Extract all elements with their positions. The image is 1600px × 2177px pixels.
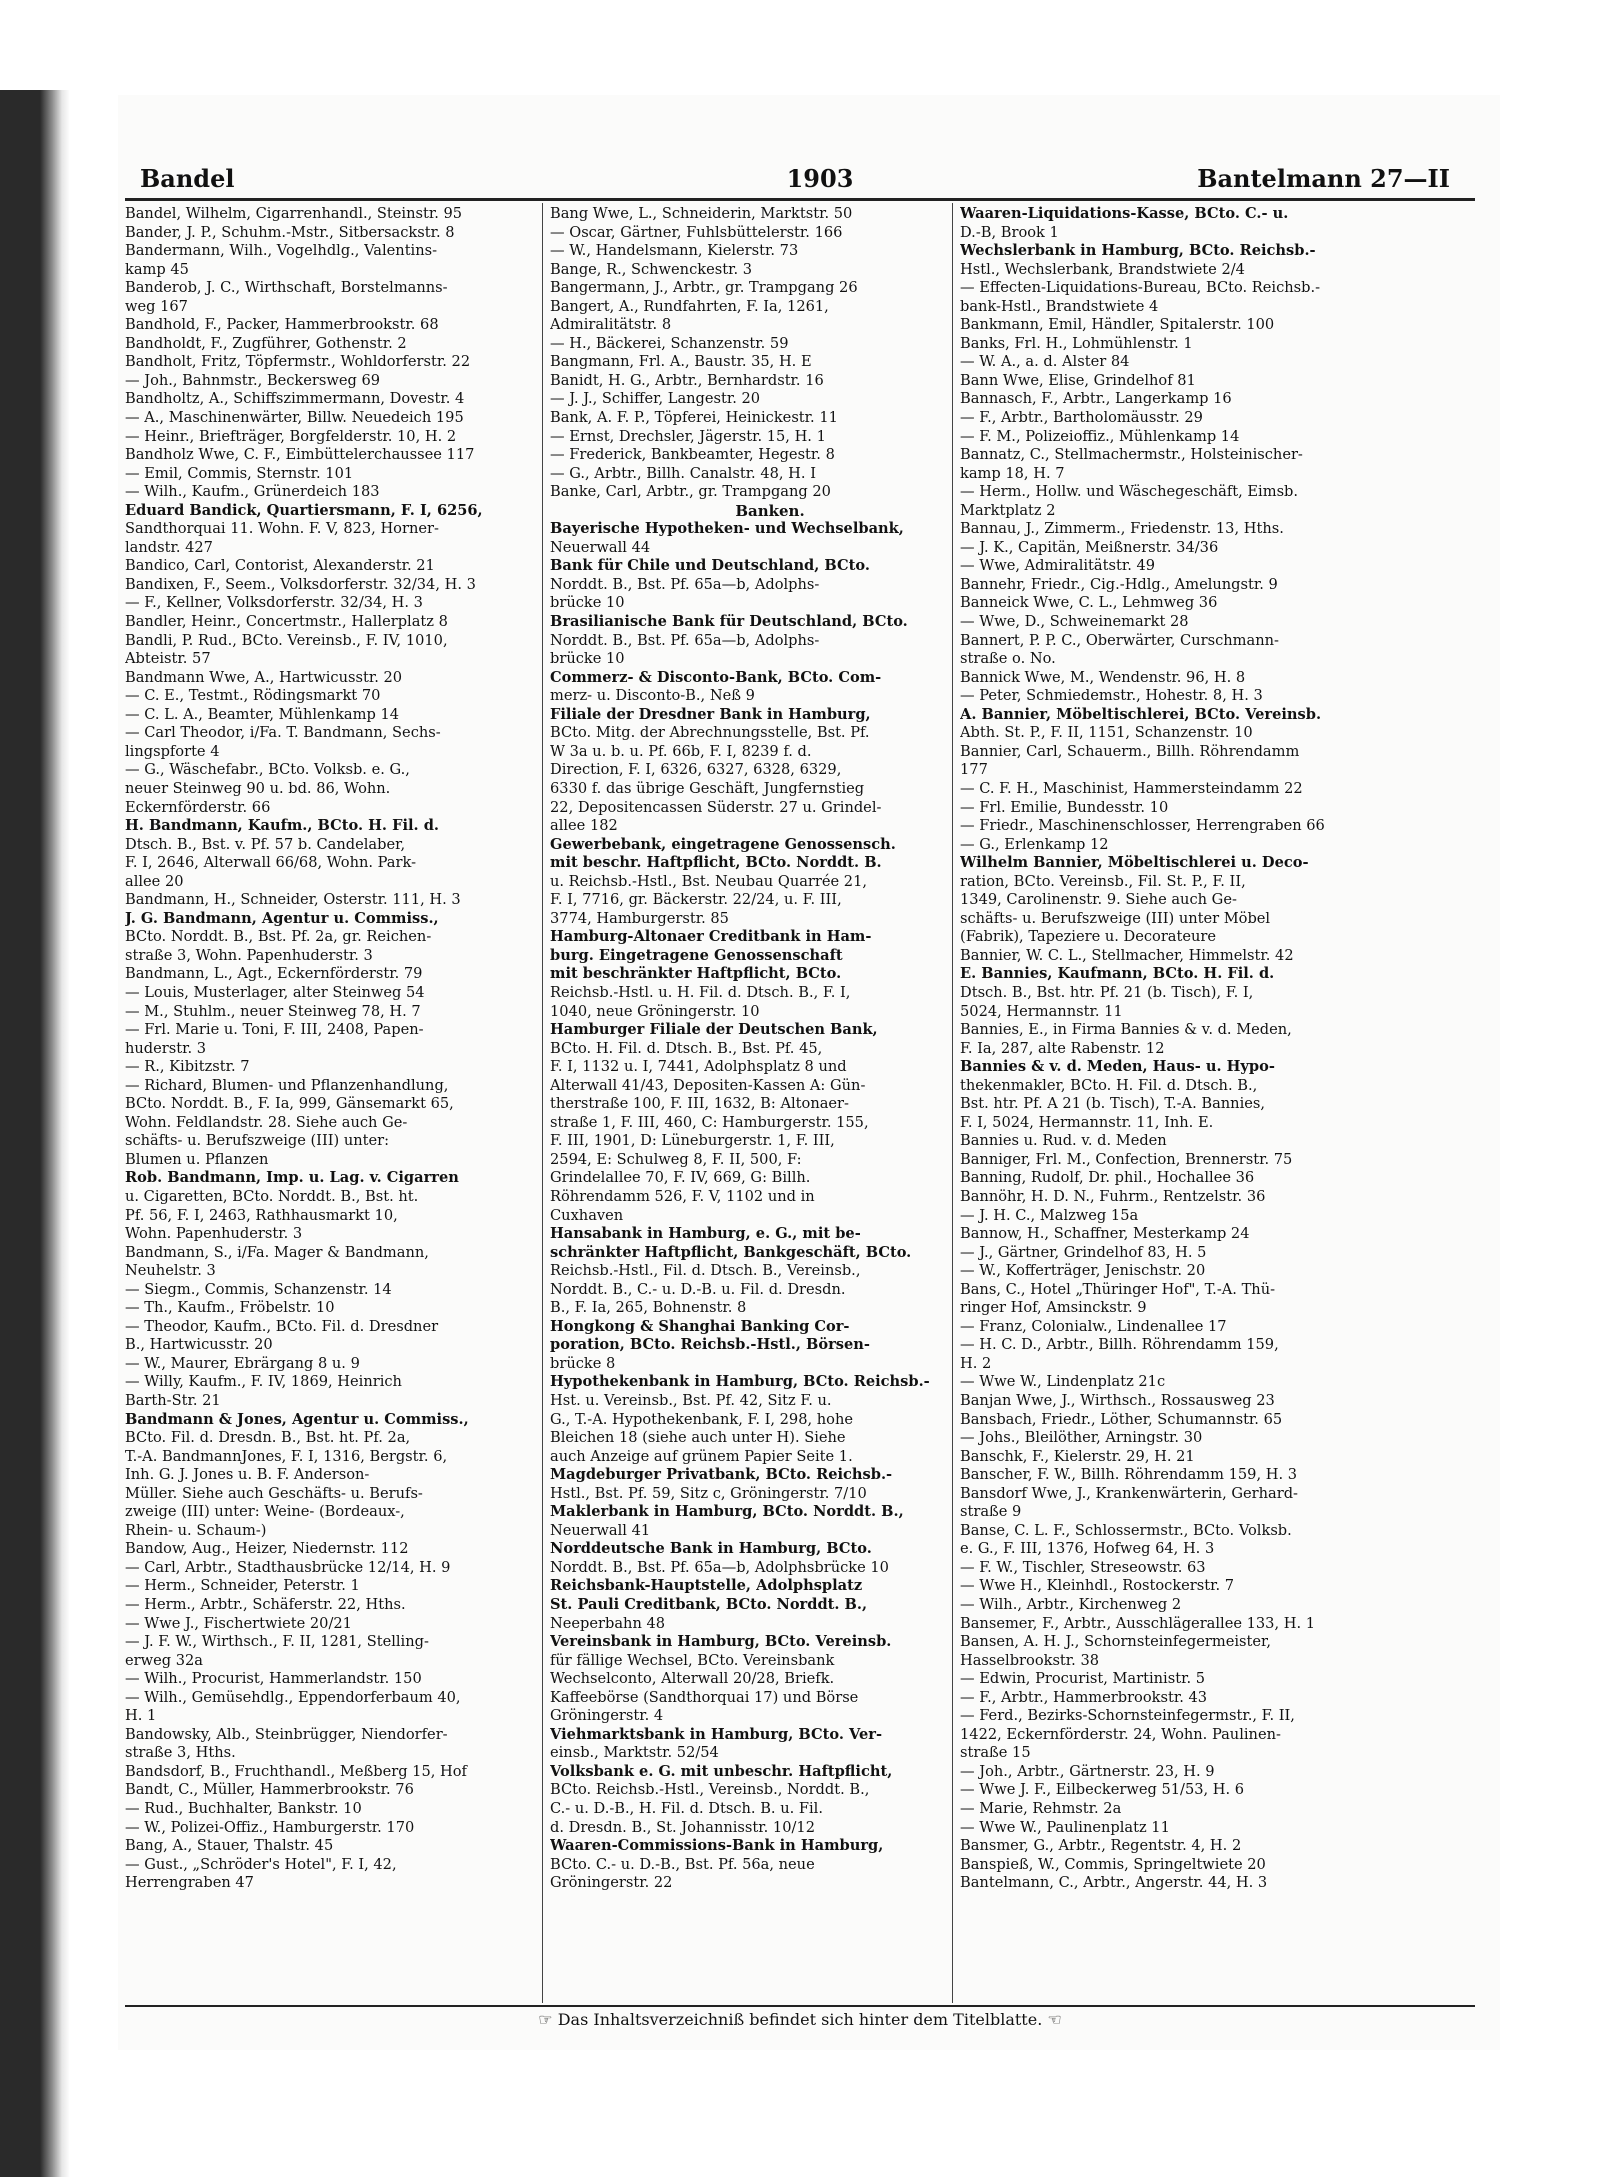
directory-entry: Bandowsky, Alb., Steinbrügger, Niendorfer- bbox=[125, 1725, 448, 1743]
directory-entry: F. III, 1901, D: Lüneburgerstr. 1, F. III, bbox=[550, 1132, 835, 1150]
directory-entry: d. Dresdn. B., St. Johannisstr. 10/12 bbox=[550, 1818, 815, 1836]
directory-entry: E. Bannies, Kaufmann, BCto. H. Fil. d. bbox=[960, 965, 1275, 983]
directory-entry: — Wwe J. F., Eilbeckerweg 51/53, H. 6 bbox=[960, 1781, 1245, 1799]
directory-entry: — Frl. Emilie, Bundesstr. 10 bbox=[960, 798, 1169, 816]
directory-entry: Bangmann, Frl. A., Baustr. 35, H. E bbox=[550, 353, 812, 371]
directory-column-2 bbox=[550, 205, 990, 1893]
directory-entry: Bans, C., Hotel „Thüringer Hof", T.-A. Thü- bbox=[960, 1280, 1276, 1298]
directory-entry: straße 9 bbox=[960, 1503, 1022, 1521]
directory-entry: — Frederick, Bankbeamter, Hegestr. 8 bbox=[550, 446, 835, 464]
directory-entry: Hypothekenbank in Hamburg, BCto. Reichsb.- bbox=[550, 1373, 930, 1391]
directory-entry: Banderob, J. C., Wirthschaft, Borstelmanns- bbox=[125, 279, 448, 297]
header-rule bbox=[125, 198, 1475, 201]
directory-entry: — Wilh., Procurist, Hammerlandstr. 150 bbox=[125, 1670, 422, 1688]
directory-entry: Bank für Chile und Deutschland, BCto. bbox=[550, 557, 870, 575]
directory-entry: Bandmann & Jones, Agentur u. Commiss., bbox=[125, 1410, 469, 1428]
directory-entry: 1422, Eckernförderstr. 24, Wohn. Paulinen- bbox=[960, 1725, 1281, 1743]
directory-entry: 3774, Hamburgerstr. 85 bbox=[550, 909, 729, 927]
directory-entry: Bannert, P. P. C., Oberwärter, Curschmann- bbox=[960, 631, 1279, 649]
directory-entry: kamp 45 bbox=[125, 260, 189, 278]
directory-entry: — J. H. C., Malzweg 15a bbox=[960, 1206, 1139, 1224]
directory-entry: ration, BCto. Vereinsb., Fil. St. P., F. II, bbox=[960, 872, 1246, 890]
header-right-keyword: Bantelmann 27—II bbox=[1197, 164, 1450, 193]
directory-entry: Bannöhr, H. D. N., Fuhrm., Rentzelstr. 36 bbox=[960, 1187, 1266, 1205]
directory-entry: Banneick Wwe, C. L., Lehmweg 36 bbox=[960, 594, 1218, 612]
directory-entry: Vereinsbank in Hamburg, BCto. Vereinsb. bbox=[550, 1633, 892, 1651]
directory-entry: huderstr. 3 bbox=[125, 1039, 207, 1057]
directory-entry: — Friedr., Maschinenschlosser, Herrengraben 66 bbox=[960, 817, 1325, 835]
directory-entry: Herrengraben 47 bbox=[125, 1874, 254, 1892]
directory-entry: St. Pauli Creditbank, BCto. Norddt. B., bbox=[550, 1596, 868, 1614]
directory-entry: — J. J., Schiffer, Langestr. 20 bbox=[550, 390, 761, 408]
directory-entry: Bandholdt, F., Zugführer, Gothenstr. 2 bbox=[125, 334, 407, 352]
directory-entry: Hamburger Filiale der Deutschen Bank, bbox=[550, 1021, 878, 1039]
directory-entry: Norddt. B., Bst. Pf. 65a—b, Adolphs- bbox=[550, 631, 820, 649]
directory-entry: — Carl Theodor, i/Fa. T. Bandmann, Sechs- bbox=[125, 724, 441, 742]
directory-entry: Wilhelm Bannier, Möbeltischlerei u. Deco- bbox=[960, 854, 1309, 872]
directory-entry: Bansbach, Friedr., Löther, Schumannstr. 65 bbox=[960, 1410, 1283, 1428]
footer-rule bbox=[125, 2005, 1475, 2007]
directory-entry: Bange, R., Schwenckestr. 3 bbox=[550, 260, 753, 278]
directory-entry: 6330 f. das übrige Geschäft, Jungfernstieg bbox=[550, 779, 865, 797]
directory-entry: Volksbank e. G. mit unbeschr. Haftpflicht, bbox=[550, 1762, 893, 1780]
directory-entry: F. I, 7716, gr. Bäckerstr. 22/24, u. F. III, bbox=[550, 891, 842, 909]
directory-entry: — Johs., Bleilöther, Arningstr. 30 bbox=[960, 1429, 1203, 1447]
directory-entry: Bandow, Aug., Heizer, Niedernstr. 112 bbox=[125, 1540, 409, 1558]
directory-entry: Eckernförderstr. 66 bbox=[125, 798, 271, 816]
directory-entry: Bandermann, Wilh., Vogelhdlg., Valentins- bbox=[125, 242, 438, 260]
directory-entry: — W., Handelsmann, Kielerstr. 73 bbox=[550, 242, 799, 260]
directory-entry: u. Cigaretten, BCto. Norddt. B., Bst. ht. bbox=[125, 1187, 419, 1205]
directory-entry: landstr. 427 bbox=[125, 538, 213, 556]
directory-entry: Bannies & v. d. Meden, Haus- u. Hypo- bbox=[960, 1058, 1275, 1076]
directory-entry: — Effecten-Liquidations-Bureau, BCto. Reichsb.- bbox=[960, 279, 1321, 297]
directory-entry: Röhrendamm 526, F. V, 1102 und in bbox=[550, 1187, 815, 1205]
directory-entry: Hstl., Bst. Pf. 59, Sitz c, Gröningerstr. 7/10 bbox=[550, 1484, 867, 1502]
directory-entry: Bandli, P. Rud., BCto. Vereinsb., F. IV, 1010, bbox=[125, 631, 448, 649]
directory-entry: — M., Stuhlm., neuer Steinweg 78, H. 7 bbox=[125, 1002, 421, 1020]
directory-entry: Bannier, Carl, Schauerm., Billh. Röhrendamm bbox=[960, 742, 1300, 760]
directory-entry: — Edwin, Procurist, Martinistr. 5 bbox=[960, 1670, 1206, 1688]
directory-entry: G., T.-A. Hypothekenbank, F. I, 298, hohe bbox=[550, 1410, 853, 1428]
directory-entry: Viehmarktsbank in Hamburg, BCto. Ver- bbox=[550, 1725, 883, 1743]
directory-entry: — Gust., „Schröder's Hotel", F. I, 42, bbox=[125, 1855, 397, 1873]
directory-entry: Neuhelstr. 3 bbox=[125, 1262, 216, 1280]
directory-entry: 22, Depositencassen Süderstr. 27 u. Grindel- bbox=[550, 798, 882, 816]
directory-entry: mit beschränkter Haftpflicht, BCto. bbox=[550, 965, 842, 983]
directory-entry: Bankmann, Emil, Händler, Spitalerstr. 100 bbox=[960, 316, 1275, 334]
directory-entry: Bandel, Wilhelm, Cigarrenhandl., Steinstr. 95 bbox=[125, 205, 463, 222]
directory-entry: — W., Maurer, Ebrärgang 8 u. 9 bbox=[125, 1354, 360, 1372]
directory-entry: Commerz- & Disconto-Bank, BCto. Com- bbox=[550, 668, 882, 686]
directory-column-3 bbox=[960, 205, 1400, 1893]
directory-entry: BCto. Fil. d. Dresdn. B., Bst. ht. Pf. 2a, bbox=[125, 1429, 411, 1447]
directory-entry: Rob. Bandmann, Imp. u. Lag. v. Cigarren bbox=[125, 1169, 459, 1187]
directory-entry: für fällige Wechsel, BCto. Vereinsbank bbox=[550, 1651, 835, 1669]
directory-entry: — C. E., Testmt., Rödingsmarkt 70 bbox=[125, 687, 381, 705]
directory-entry: Wechslerbank in Hamburg, BCto. Reichsb.- bbox=[960, 242, 1316, 260]
directory-entry: — Ernst, Drechsler, Jägerstr. 15, H. 1 bbox=[550, 427, 826, 445]
directory-entry: — Carl, Arbtr., Stadthausbrücke 12/14, H. 9 bbox=[125, 1558, 451, 1576]
scan-margin-top bbox=[70, 0, 1600, 100]
directory-entry: neuer Steinweg 90 u. bd. 86, Wohn. bbox=[125, 779, 391, 797]
directory-entry: straße 3, Wohn. Papenhuderstr. 3 bbox=[125, 946, 373, 964]
directory-entry: — Wwe J., Fischertwiete 20/21 bbox=[125, 1614, 352, 1632]
directory-entry: — Peter, Schmiedemstr., Hohestr. 8, H. 3 bbox=[960, 687, 1263, 705]
directory-entry: therstraße 100, F. III, 1632, B: Altonaer- bbox=[550, 1095, 849, 1113]
directory-entry: Norddt. B., Bst. Pf. 65a—b, Adolphs- bbox=[550, 575, 820, 593]
directory-entry: — F., Arbtr., Bartholomäusstr. 29 bbox=[960, 409, 1203, 427]
directory-entry: Bang, A., Stauer, Thalstr. 45 bbox=[125, 1837, 334, 1855]
directory-entry: C.- u. D.-B., H. Fil. d. Dtsch. B. u. Fil. bbox=[550, 1800, 823, 1818]
directory-entry: Bander, J. P., Schuhm.-Mstr., Sitbersackstr. 8 bbox=[125, 223, 455, 241]
directory-entry: schränkter Haftpflicht, Bankgeschäft, BCto. bbox=[550, 1243, 912, 1261]
directory-entry: Magdeburger Privatbank, BCto. Reichsb.- bbox=[550, 1466, 893, 1484]
directory-entry: ringer Hof, Amsinckstr. 9 bbox=[960, 1299, 1147, 1317]
directory-entry: F. Ia, 287, alte Rabenstr. 12 bbox=[960, 1039, 1165, 1057]
directory-entry: Neuerwall 44 bbox=[550, 538, 651, 556]
directory-entry: — Louis, Musterlager, alter Steinweg 54 bbox=[125, 983, 425, 1001]
directory-entry: Hst. u. Vereinsb., Bst. Pf. 42, Sitz F. u. bbox=[550, 1392, 832, 1409]
directory-entry: Banke, Carl, Arbtr., gr. Trampgang 20 bbox=[550, 483, 831, 501]
directory-entry: — C. L. A., Beamter, Mühlenkamp 14 bbox=[125, 705, 400, 723]
directory-entry: Bannies, E., in Firma Bannies & v. d. Meden, bbox=[960, 1021, 1292, 1039]
directory-entry: — W. A., a. d. Alster 84 bbox=[960, 353, 1130, 371]
directory-entry: Inh. G. J. Jones u. B. F. Anderson- bbox=[125, 1466, 370, 1484]
directory-entry: Banniger, Frl. M., Confection, Brennerstr. 75 bbox=[960, 1150, 1293, 1168]
directory-entry: — Franz, Colonialw., Lindenallee 17 bbox=[960, 1317, 1227, 1335]
directory-entry: Abth. St. P., F. II, 1151, Schanzenstr. 10 bbox=[960, 724, 1253, 742]
directory-entry: Brasilianische Bank für Deutschland, BCto. bbox=[550, 613, 908, 631]
directory-entry: — Rud., Buchhalter, Bankstr. 10 bbox=[125, 1800, 362, 1818]
directory-entry: — F. M., Polizeioffiz., Mühlenkamp 14 bbox=[960, 427, 1240, 445]
directory-entry: BCto. C.- u. D.-B., Bst. Pf. 56a, neue bbox=[550, 1855, 815, 1873]
directory-entry: B., F. Ia, 265, Bohnenstr. 8 bbox=[550, 1299, 747, 1317]
directory-entry: Kaffeebörse (Sandthorquai 17) und Börse bbox=[550, 1688, 859, 1706]
directory-entry: — Siegm., Commis, Schanzenstr. 14 bbox=[125, 1280, 392, 1298]
directory-entry: — Emil, Commis, Sternstr. 101 bbox=[125, 464, 354, 482]
directory-entry: Bannatz, C., Stellmachermstr., Holsteinischer- bbox=[960, 446, 1303, 464]
directory-entry: — Marie, Rehmstr. 2a bbox=[960, 1800, 1122, 1818]
directory-entry: J. G. Bandmann, Agentur u. Commiss., bbox=[125, 909, 439, 927]
page-header bbox=[125, 160, 1500, 196]
directory-entry: 1040, neue Gröningerstr. 10 bbox=[550, 1002, 760, 1020]
directory-entry: Banspieß, W., Commis, Springeltwiete 20 bbox=[960, 1855, 1266, 1873]
directory-entry: Bansemer, F., Arbtr., Ausschlägerallee 133, H. 1 bbox=[960, 1614, 1316, 1632]
directory-entry: — Wwe, D., Schweinemarkt 28 bbox=[960, 613, 1189, 631]
directory-entry: zweige (III) unter: Weine- (Bordeaux-, bbox=[125, 1503, 405, 1521]
directory-entry: Rhein- u. Schaum-) bbox=[125, 1521, 267, 1539]
directory-entry: Bandholz Wwe, C. F., Eimbüttelerchaussee 117 bbox=[125, 446, 475, 464]
directory-entry: — Herm., Schneider, Peterstr. 1 bbox=[125, 1577, 360, 1595]
directory-entry: — Richard, Blumen- und Pflanzenhandlung, bbox=[125, 1076, 449, 1094]
directory-entry: Bandsdorf, B., Fruchthandl., Meßberg 15, Hof bbox=[125, 1762, 467, 1780]
directory-entry: Bannow, H., Schaffner, Mesterkamp 24 bbox=[960, 1225, 1250, 1243]
directory-entry: Bayerische Hypotheken- und Wechselbank, bbox=[550, 520, 904, 538]
directory-entry: schäfts- u. Berufszweige (III) unter: bbox=[125, 1132, 390, 1150]
directory-entry: Norddt. B., Bst. Pf. 65a—b, Adolphsbrücke 10 bbox=[550, 1558, 889, 1576]
directory-entry: Bansmer, G., Arbtr., Regentstr. 4, H. 2 bbox=[960, 1837, 1242, 1855]
directory-entry: Hstl., Wechslerbank, Brandstwiete 2/4 bbox=[960, 260, 1245, 278]
header-left-keyword: Bandel bbox=[140, 164, 235, 193]
directory-entry: Marktplatz 2 bbox=[960, 501, 1056, 519]
directory-entry: auch Anzeige auf grünem Papier Seite 1. bbox=[550, 1447, 853, 1465]
directory-entry: — H. C. D., Arbtr., Billh. Röhrendamm 159, bbox=[960, 1336, 1279, 1354]
directory-entry: B., Hartwicusstr. 20 bbox=[125, 1336, 273, 1354]
directory-entry: Bannies u. Rud. v. d. Meden bbox=[960, 1132, 1167, 1150]
directory-entry: — Joh., Bahnmstr., Beckersweg 69 bbox=[125, 371, 381, 389]
directory-entry: Bandholt, Fritz, Töpfermstr., Wohldorferstr. 22 bbox=[125, 353, 471, 371]
directory-entry: — G., Erlenkamp 12 bbox=[960, 835, 1109, 853]
directory-entry: Bang Wwe, L., Schneiderin, Marktstr. 50 bbox=[550, 205, 853, 222]
directory-entry: Bannier, W. C. L., Stellmacher, Himmelstr. 42 bbox=[960, 946, 1294, 964]
directory-entry: Maklerbank in Hamburg, BCto. Norddt. B., bbox=[550, 1503, 904, 1521]
directory-entry: straße 15 bbox=[960, 1744, 1031, 1762]
directory-entry: brücke 8 bbox=[550, 1354, 616, 1372]
directory-entry: — F. W., Tischler, Streseowstr. 63 bbox=[960, 1558, 1206, 1576]
directory-entry: Bandhold, F., Packer, Hammerbrookstr. 68 bbox=[125, 316, 439, 334]
section-heading: Banken. bbox=[735, 501, 805, 520]
directory-entry: — J. K., Capitän, Meißnerstr. 34/36 bbox=[960, 538, 1219, 556]
directory-entry: Neuerwall 41 bbox=[550, 1521, 651, 1539]
directory-entry: Bannau, J., Zimmerm., Friedenstr. 13, Hths. bbox=[960, 520, 1284, 538]
footer-note: ☞ Das Inhaltsverzeichniß befindet sich hinter dem Titelblatte. ☜ bbox=[538, 2010, 1062, 2029]
directory-entry: Neeperbahn 48 bbox=[550, 1614, 666, 1632]
directory-entry: Bannasch, F., Arbtr., Langerkamp 16 bbox=[960, 390, 1232, 408]
directory-entry: Banks, Frl. H., Lohmühlenstr. 1 bbox=[960, 334, 1193, 352]
directory-entry: allee 182 bbox=[550, 817, 618, 835]
directory-entry: F. I, 5024, Hermannstr. 11, Inh. E. bbox=[960, 1113, 1214, 1131]
directory-entry: Banning, Rudolf, Dr. phil., Hochallee 36 bbox=[960, 1169, 1255, 1187]
book-binding-edge bbox=[0, 90, 70, 2177]
directory-entry: Banscher, F. W., Billh. Röhrendamm 159, H. 3 bbox=[960, 1466, 1298, 1484]
directory-entry: — Frl. Marie u. Toni, F. III, 2408, Papen- bbox=[125, 1021, 424, 1039]
directory-entry: Hongkong & Shanghai Banking Cor- bbox=[550, 1317, 850, 1335]
directory-entry: Bst. htr. Pf. A 21 (b. Tisch), T.-A. Bannies, bbox=[960, 1095, 1266, 1113]
directory-entry: — Oscar, Gärtner, Fuhlsbüttelerstr. 166 bbox=[550, 223, 843, 241]
directory-entry: — F., Kellner, Volksdorferstr. 32/34, H. 3 bbox=[125, 594, 423, 612]
directory-entry: — G., Wäschefabr., BCto. Volksb. e. G., bbox=[125, 761, 410, 779]
directory-entry: Bandico, Carl, Contorist, Alexanderstr. 21 bbox=[125, 557, 435, 575]
header-year: 1903 bbox=[786, 164, 854, 193]
directory-entry: Admiralitätstr. 8 bbox=[550, 316, 672, 334]
directory-entry: Gewerbebank, eingetragene Genossensch. bbox=[550, 835, 896, 853]
directory-entry: Bleichen 18 (siehe auch unter H). Siehe bbox=[550, 1429, 846, 1447]
directory-entry: Hasselbrookstr. 38 bbox=[960, 1651, 1100, 1669]
directory-entry: (Fabrik), Tapeziere u. Decorateure bbox=[960, 928, 1217, 946]
directory-entry: Bandixen, F., Seem., Volksdorferstr. 32/34, H. 3 bbox=[125, 575, 476, 593]
directory-entry: Hamburg-Altonaer Creditbank in Ham- bbox=[550, 928, 872, 946]
directory-entry: Gröningerstr. 4 bbox=[550, 1707, 664, 1725]
directory-entry: Banidt, H. G., Arbtr., Bernhardstr. 16 bbox=[550, 371, 824, 389]
directory-entry: u. Reichsb.-Hstl., Bst. Neubau Quarrée 21, bbox=[550, 872, 867, 890]
directory-entry: lingspforte 4 bbox=[125, 742, 220, 760]
directory-entry: — W., Polizei-Offiz., Hamburgerstr. 170 bbox=[125, 1818, 415, 1836]
directory-entry: — H., Bäckerei, Schanzenstr. 59 bbox=[550, 334, 789, 352]
directory-entry: — J. F. W., Wirthsch., F. II, 1281, Stelling- bbox=[125, 1633, 429, 1651]
directory-entry: Bandmann, H., Schneider, Osterstr. 111, H. 3 bbox=[125, 891, 461, 909]
directory-entry: F. I, 1132 u. I, 7441, Adolphsplatz 8 und bbox=[550, 1058, 847, 1076]
directory-entry: Norddt. B., C.- u. D.-B. u. Fil. d. Dresdn. bbox=[550, 1280, 846, 1298]
directory-entry: thekenmakler, BCto. H. Fil. d. Dtsch. B., bbox=[960, 1076, 1258, 1094]
directory-entry: — Wilh., Gemüsehdlg., Eppendorferbaum 40, bbox=[125, 1688, 461, 1706]
directory-entry: H. 2 bbox=[960, 1354, 992, 1372]
directory-entry: — Theodor, Kaufm., BCto. Fil. d. Dresdner bbox=[125, 1317, 439, 1335]
directory-entry: erweg 32a bbox=[125, 1651, 203, 1669]
directory-entry: — Wilh., Arbtr., Kirchenweg 2 bbox=[960, 1596, 1182, 1614]
directory-entry: — Wwe, Admiralitätstr. 49 bbox=[960, 557, 1156, 575]
directory-entry: Abteistr. 57 bbox=[125, 650, 211, 668]
directory-entry: 1349, Carolinenstr. 9. Siehe auch Ge- bbox=[960, 891, 1237, 909]
directory-entry: — F., Arbtr., Hammerbrookstr. 43 bbox=[960, 1688, 1208, 1706]
directory-entry: — R., Kibitzstr. 7 bbox=[125, 1058, 250, 1076]
directory-entry: Waaren-Liquidations-Kasse, BCto. C.- u. bbox=[960, 205, 1289, 222]
directory-entry: Dtsch. B., Bst. htr. Pf. 21 (b. Tisch), F. I, bbox=[960, 983, 1254, 1001]
directory-entry: BCto. Norddt. B., Bst. Pf. 2a, gr. Reichen- bbox=[125, 928, 432, 946]
column-divider bbox=[952, 203, 953, 2003]
directory-entry: A. Bannier, Möbeltischlerei, BCto. Vereinsb. bbox=[960, 705, 1322, 723]
directory-entry: Filiale der Dresdner Bank in Hamburg, bbox=[550, 705, 871, 723]
directory-entry: Grindelallee 70, F. IV, 669, G: Billh. bbox=[550, 1169, 811, 1187]
directory-entry: Alterwall 41/43, Depositen-Kassen A: Gün- bbox=[550, 1076, 866, 1094]
directory-entry: T.-A. BandmannJones, F. I, 1316, Bergstr. 6, bbox=[125, 1447, 448, 1465]
directory-entry: Bannick Wwe, M., Wendenstr. 96, H. 8 bbox=[960, 668, 1246, 686]
directory-entry: Sandthorquai 11. Wohn. F. V, 823, Horner- bbox=[125, 520, 439, 538]
directory-entry: Hansabank in Hamburg, e. G., mit be- bbox=[550, 1225, 861, 1243]
directory-entry: bank-Hstl., Brandstwiete 4 bbox=[960, 297, 1159, 315]
directory-entry: — Ferd., Bezirks-Schornsteinfegermstr., F. II, bbox=[960, 1707, 1295, 1725]
directory-entry: Bank, A. F. P., Töpferei, Heinickestr. 11 bbox=[550, 409, 838, 427]
directory-entry: Barth-Str. 21 bbox=[125, 1392, 221, 1409]
directory-entry: — Th., Kaufm., Fröbelstr. 10 bbox=[125, 1299, 335, 1317]
directory-entry: — Wwe H., Kleinhdl., Rostockerstr. 7 bbox=[960, 1577, 1235, 1595]
directory-entry: Bandmann Wwe, A., Hartwicusstr. 20 bbox=[125, 668, 403, 686]
directory-entry: burg. Eingetragene Genossenschaft bbox=[550, 946, 843, 964]
directory-entry: Bantelmann, C., Arbtr., Angerstr. 44, H. 3 bbox=[960, 1874, 1268, 1892]
directory-entry: Bann Wwe, Elise, Grindelhof 81 bbox=[960, 371, 1196, 389]
directory-entry: — Wwe W., Paulinenplatz 11 bbox=[960, 1818, 1170, 1836]
directory-entry: straße 3, Hths. bbox=[125, 1744, 236, 1762]
directory-entry: Bandmann, S., i/Fa. Mager & Bandmann, bbox=[125, 1243, 429, 1261]
directory-entry: — A., Maschinenwärter, Billw. Neuedeich 195 bbox=[125, 409, 464, 427]
directory-entry: F. I, 2646, Alterwall 66/68, Wohn. Park- bbox=[125, 854, 417, 872]
column-divider bbox=[542, 203, 543, 2003]
directory-entry: merz- u. Disconto-B., Neß 9 bbox=[550, 687, 755, 705]
directory-entry: W 3a u. b. u. Pf. 66b, F. I, 8239 f. d. bbox=[550, 742, 812, 760]
directory-entry: D.-B, Brook 1 bbox=[960, 223, 1059, 241]
directory-entry: H. Bandmann, Kaufm., BCto. H. Fil. d. bbox=[125, 817, 439, 835]
directory-entry: Blumen u. Pflanzen bbox=[125, 1150, 269, 1168]
directory-entry: BCto. Norddt. B., F. Ia, 999, Gänsemarkt 65, bbox=[125, 1095, 454, 1113]
directory-entry: — C. F. H., Maschinist, Hammersteindamm 22 bbox=[960, 779, 1303, 797]
directory-entry: H. 1 bbox=[125, 1707, 157, 1725]
directory-entry: — J., Gärtner, Grindelhof 83, H. 5 bbox=[960, 1243, 1207, 1261]
directory-entry: Waaren-Commissions-Bank in Hamburg, bbox=[550, 1837, 884, 1855]
directory-entry: — Willy, Kaufm., F. IV, 1869, Heinrich bbox=[125, 1373, 402, 1391]
directory-entry: Bangert, A., Rundfahrten, F. Ia, 1261, bbox=[550, 297, 829, 315]
directory-entry: Bansdorf Wwe, J., Krankenwärterin, Gerhard- bbox=[960, 1484, 1298, 1502]
directory-entry: weg 167 bbox=[125, 297, 188, 315]
directory-column-1 bbox=[125, 205, 565, 1893]
directory-entry: Norddeutsche Bank in Hamburg, BCto. bbox=[550, 1540, 872, 1558]
directory-entry: kamp 18, H. 7 bbox=[960, 464, 1065, 482]
directory-entry: — Herm., Arbtr., Schäferstr. 22, Hths. bbox=[125, 1596, 406, 1614]
directory-entry: 177 bbox=[960, 761, 988, 779]
directory-entry: Banjan Wwe, J., Wirthsch., Rossausweg 23 bbox=[960, 1392, 1275, 1409]
directory-entry: Gröningerstr. 22 bbox=[550, 1874, 673, 1892]
directory-entry: BCto. H. Fil. d. Dtsch. B., Bst. Pf. 45, bbox=[550, 1039, 823, 1057]
directory-entry: BCto. Mitg. der Abrechnungsstelle, Bst. Pf. bbox=[550, 724, 870, 742]
directory-entry: Banschk, F., Kielerstr. 29, H. 21 bbox=[960, 1447, 1195, 1465]
directory-entry: Eduard Bandick, Quartiersmann, F. I, 6256, bbox=[125, 501, 483, 519]
directory-entry: Wohn. Feldlandstr. 28. Siehe auch Ge- bbox=[125, 1113, 408, 1131]
directory-entry: Pf. 56, F. I, 2463, Rathhausmarkt 10, bbox=[125, 1206, 398, 1224]
directory-entry: Bandmann, L., Agt., Eckernförderstr. 79 bbox=[125, 965, 423, 983]
directory-entry: mit beschr. Haftpflicht, BCto. Norddt. B. bbox=[550, 854, 882, 872]
directory-entry: 5024, Hermannstr. 11 bbox=[960, 1002, 1123, 1020]
directory-entry: brücke 10 bbox=[550, 650, 625, 668]
directory-entry: — G., Arbtr., Billh. Canalstr. 48, H. I bbox=[550, 464, 816, 482]
directory-entry: Reichsb.-Hstl., Fil. d. Dtsch. B., Vereinsb., bbox=[550, 1262, 861, 1280]
directory-entry: Bandholtz, A., Schiffszimmermann, Dovestr. 4 bbox=[125, 390, 465, 408]
directory-entry: — W., Kofferträger, Jenischstr. 20 bbox=[960, 1262, 1206, 1280]
directory-entry: Cuxhaven bbox=[550, 1206, 624, 1224]
directory-entry: brücke 10 bbox=[550, 594, 625, 612]
directory-entry: Bansen, A. H. J., Schornsteinfegermeister, bbox=[960, 1633, 1272, 1651]
directory-entry: Müller. Siehe auch Geschäfts- u. Berufs- bbox=[125, 1484, 423, 1502]
directory-entry: — Wilh., Kaufm., Grünerdeich 183 bbox=[125, 483, 380, 501]
directory-entry: einsb., Marktstr. 52/54 bbox=[550, 1744, 719, 1762]
directory-entry: Bandler, Heinr., Concertmstr., Hallerplatz 8 bbox=[125, 613, 448, 631]
directory-entry: — Heinr., Briefträger, Borgfelderstr. 10, H. 2 bbox=[125, 427, 457, 445]
directory-entry: Reichsbank-Hauptstelle, Adolphsplatz bbox=[550, 1577, 863, 1595]
directory-entry: schäfts- u. Berufszweige (III) unter Möbel bbox=[960, 909, 1271, 927]
directory-entry: 2594, E: Schulweg 8, F. II, 500, F: bbox=[550, 1150, 802, 1168]
directory-entry: — Wwe W., Lindenplatz 21c bbox=[960, 1373, 1166, 1391]
directory-entry: BCto. Reichsb.-Hstl., Vereinsb., Norddt. B., bbox=[550, 1781, 870, 1799]
directory-entry: e. G., F. III, 1376, Hofweg 64, H. 3 bbox=[960, 1540, 1215, 1558]
directory-entry: straße 1, F. III, 460, C: Hamburgerstr. 155, bbox=[550, 1113, 869, 1131]
directory-entry: Bangermann, J., Arbtr., gr. Trampgang 26 bbox=[550, 279, 858, 297]
directory-entry: Dtsch. B., Bst. v. Pf. 57 b. Candelaber, bbox=[125, 835, 406, 853]
directory-entry: Reichsb.-Hstl. u. H. Fil. d. Dtsch. B., F. I, bbox=[550, 983, 851, 1001]
directory-entry: Bannehr, Friedr., Cig.-Hdlg., Amelungstr. 9 bbox=[960, 575, 1278, 593]
directory-entry: allee 20 bbox=[125, 872, 184, 890]
directory-entry: — Joh., Arbtr., Gärtnerstr. 23, H. 9 bbox=[960, 1762, 1215, 1780]
directory-entry: Banse, C. L. F., Schlossermstr., BCto. Volksb. bbox=[960, 1521, 1292, 1539]
directory-entry: straße o. No. bbox=[960, 650, 1056, 668]
directory-entry: poration, BCto. Reichsb.-Hstl., Börsen- bbox=[550, 1336, 870, 1354]
directory-entry: Direction, F. I, 6326, 6327, 6328, 6329, bbox=[550, 761, 842, 779]
directory-entry: Wohn. Papenhuderstr. 3 bbox=[125, 1225, 303, 1243]
directory-entry: Bandt, C., Müller, Hammerbrookstr. 76 bbox=[125, 1781, 414, 1799]
directory-entry: Wechselconto, Alterwall 20/28, Briefk. bbox=[550, 1670, 835, 1688]
directory-entry: — Herm., Hollw. und Wäschegeschäft, Eimsb. bbox=[960, 483, 1299, 501]
